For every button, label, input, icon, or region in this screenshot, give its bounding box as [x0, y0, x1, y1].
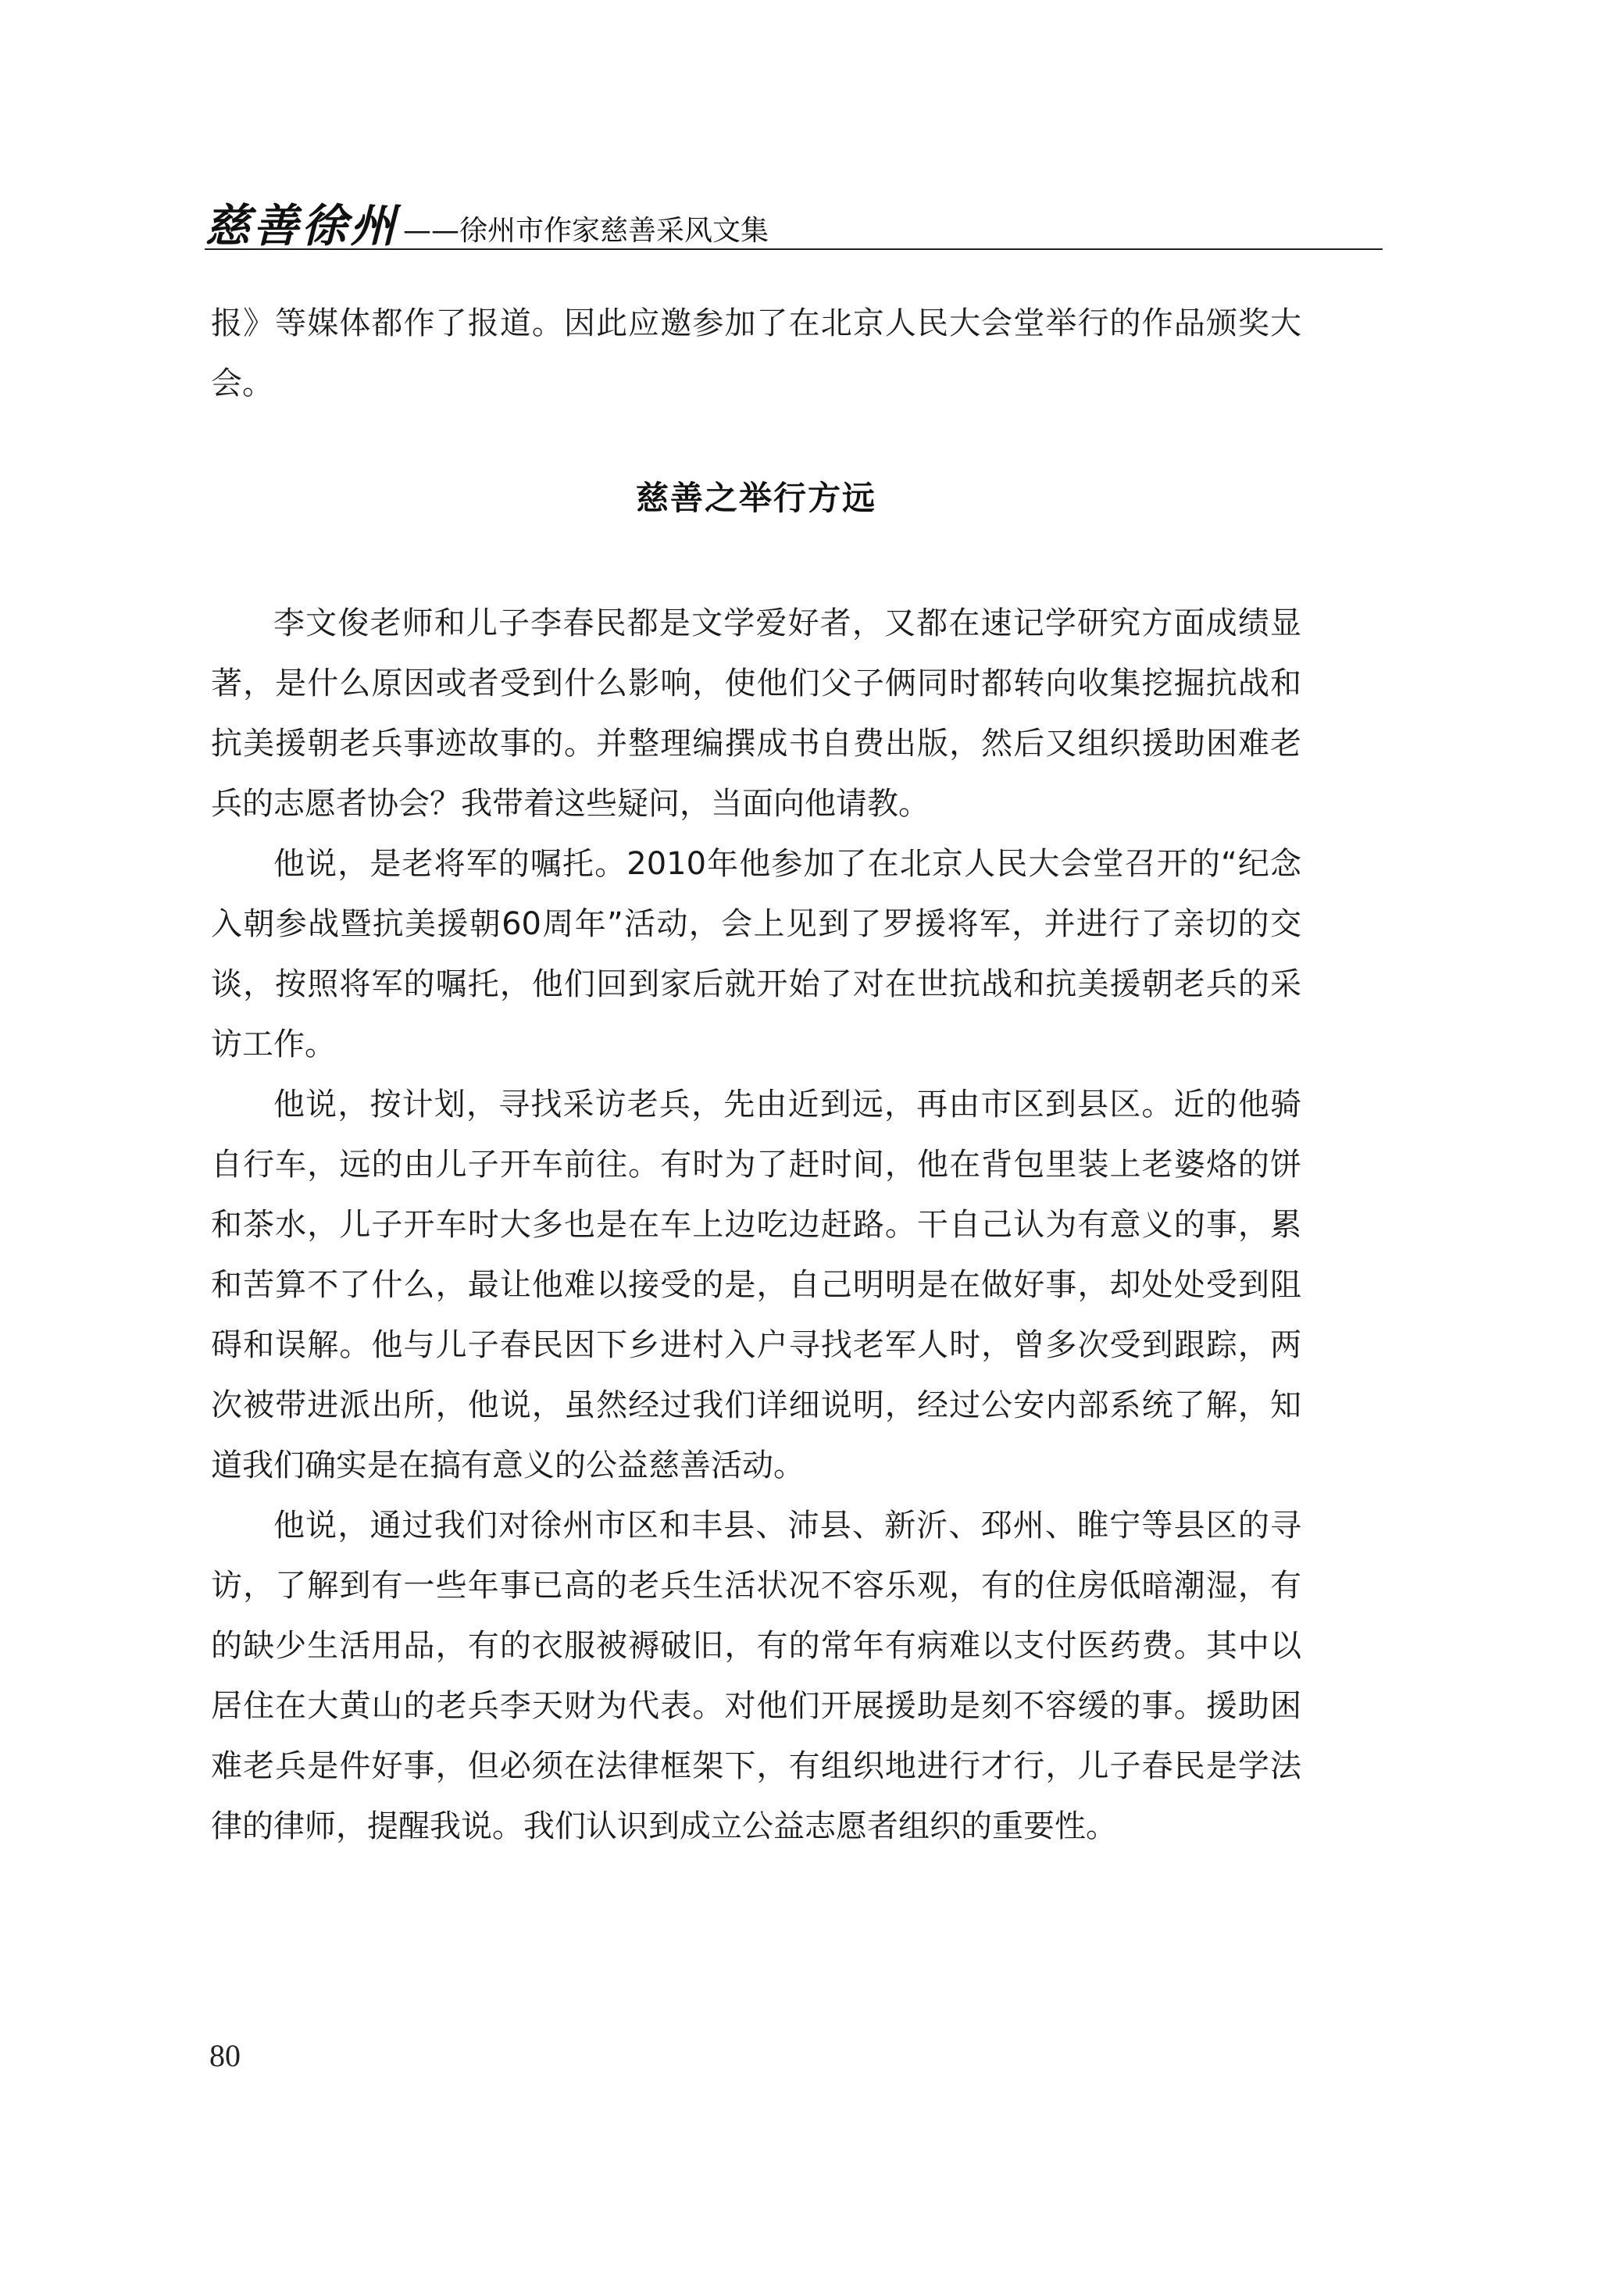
body-paragraph-1: 李文俊老师和儿子李春民都是文学爱好者，又都在速记学研究方面成绩显著，是什么原因或者受到什么影响，使他们父子俩同时都转向收集挖掘抗战和抗美援朝老兵事迹故事的。并整理编撰成书自费出版，然后又组织援助困难老兵的志愿者协会？我带着这些疑问，当面向他请教。 — [211, 605, 1301, 822]
continuation-paragraph: 报》等媒体都作了报道。因此应邀参加了在北京人民大会堂举行的作品颁奖大会。 — [211, 305, 1301, 402]
continuation-text — [211, 294, 1301, 414]
section-title: 慈善之举行方远 — [635, 479, 876, 517]
body-paragraph-2: 他说，是老将军的嘱托。2010年他参加了在北京人民大会堂召开的“纪念入朝参战暨抗美援朝60周年”活动，会上见到了罗援将军，并进行了亲切的交谈，按照将军的嘱托，他们回到家后就开始了对在世抗战和抗美援朝老兵的采访工作。 — [211, 846, 1301, 1062]
section-body — [211, 594, 1301, 1857]
book-subtitle: ——徐州市作家慈善采风文集 — [403, 215, 769, 247]
header-divider — [205, 248, 1383, 250]
book-title-logo: 慈善徐州 — [205, 199, 399, 252]
body-paragraph-4: 他说，通过我们对徐州市区和丰县、沛县、新沂、邳州、睢宁等县区的寻访，了解到有一些年事已高的老兵生活状况不容乐观，有的住房低暗潮湿，有的缺少生活用品，有的衣服被褥破旧，有的常年有病难以支付医药费。其中以居住在大黄山的老兵李天财为代表。对他们开展援助是刻不容缓的事。援助困难老兵是件好事，但必须在法律框架下，有组织地进行才行，儿子春民是学法律的律师，提醒我说。我们认识到成立公益志愿者组织的重要性。 — [211, 1508, 1301, 1844]
body-paragraph-3: 他说，按计划，寻找采访老兵，先由近到远，再由市区到县区。近的他骑自行车，远的由儿子开车前往。有时为了赶时间，他在背包里装上老婆烙的饼和茶水，儿子开车时大多也是在车上边吃边赶路。干自己认为有意义的事，累和苦算不了什么，最让他难以接受的是，自己明明是在做好事，却处处受到阻碍和误解。他与儿子春民因下乡进村入户寻找老军人时，曾多次受到跟踪，两次被带进派出所，他说，虽然经过我们详细说明，经过公安内部系统了解，知道我们确实是在搞有意义的公益慈善活动。 — [211, 1087, 1301, 1483]
running-header — [205, 186, 1380, 252]
page-number: 80 — [209, 2038, 241, 2073]
